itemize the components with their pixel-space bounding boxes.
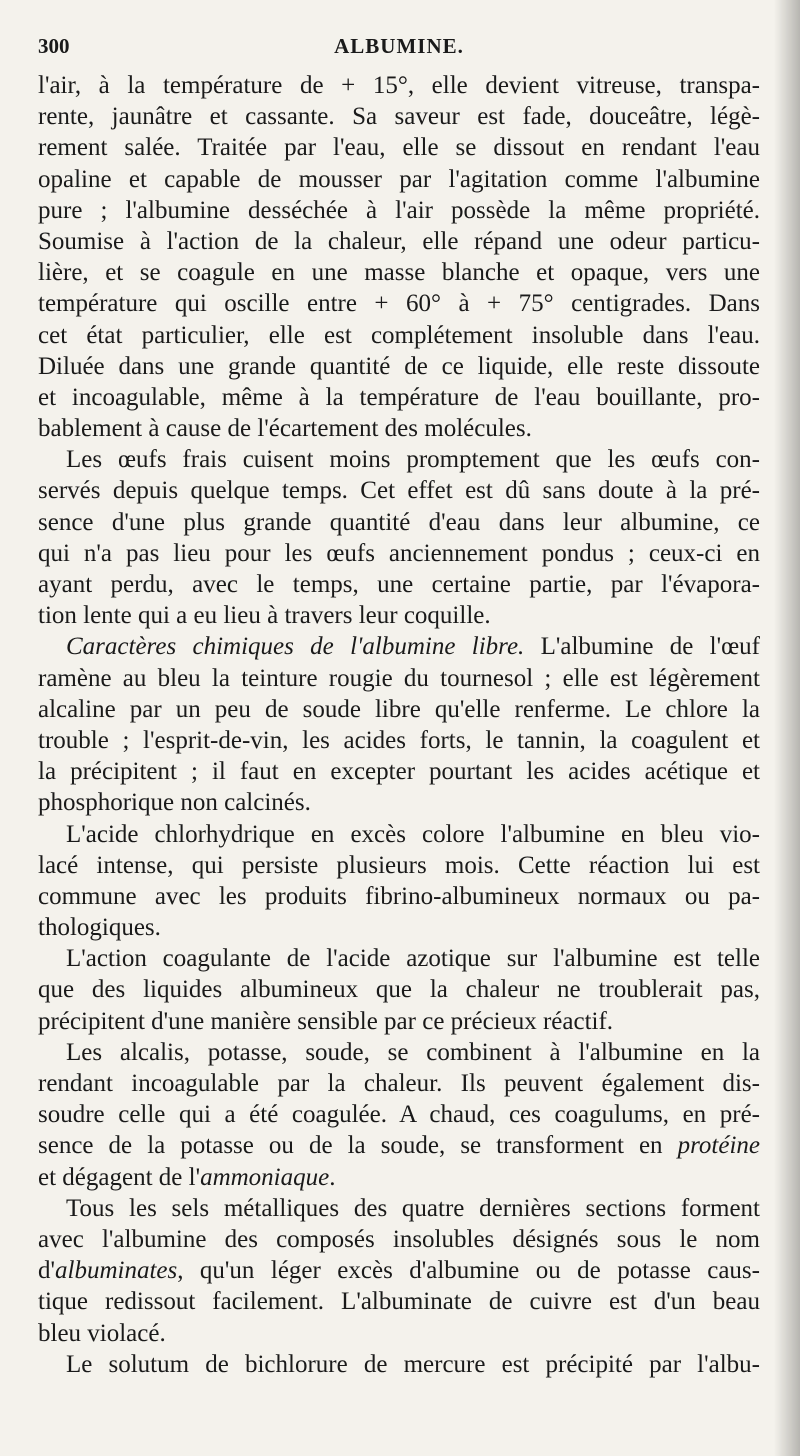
text-line xyxy=(38,257,760,288)
line-text: Soumise à l'action de la chaleur, elle répand une odeur particu- xyxy=(38,227,760,255)
line-text: tique redissout facilement. L'albuminate de cuivre est d'un beau xyxy=(38,1288,760,1316)
gutter-shadow xyxy=(774,0,800,1456)
line-text: ayant perdu, avec le temps, une certaine partie, par l'évapora- xyxy=(38,571,760,598)
line-text: servés depuis quelque temps. Cet effet est dû sans doute à la pré- xyxy=(38,477,760,505)
line-text: trouble ; l'esprit-de-vin, les acides forts, le tannin, la coagulent et xyxy=(38,726,760,754)
text-line xyxy=(38,569,760,600)
text-line xyxy=(38,600,760,631)
line-text: Les œufs frais cuisent moins promptement que les œufs con- xyxy=(66,446,760,474)
text-line xyxy=(38,725,760,756)
line-text: sence de la potasse ou de la soude, se transforment en xyxy=(38,1132,678,1160)
running-title: ALBUMINE. xyxy=(334,34,464,58)
line-text: , qu'un léger excès d'albumine ou de potasse caus- xyxy=(177,1257,760,1285)
line-text: sence d'une plus grande quantité d'eau dans leur albumine, ce xyxy=(38,508,760,536)
text-line xyxy=(38,351,760,382)
text-line xyxy=(38,974,760,1005)
text-line xyxy=(38,475,760,506)
page-header xyxy=(38,28,760,70)
text-line xyxy=(38,1318,760,1349)
text-line xyxy=(38,413,760,444)
line-text: et dégagent de l' xyxy=(38,1163,201,1191)
text-line xyxy=(38,507,760,538)
line-text: bablement à cause de l'écartement des molécules. xyxy=(38,415,532,443)
line-text: qui n'a pas lieu pour les œufs anciennement pondus ; ceux-ci en xyxy=(38,539,760,567)
line-text: L'albumine de l'œuf xyxy=(524,633,760,661)
line-text: Diluée dans une grande quantité de ce liquide, elle reste dissoute xyxy=(38,352,760,380)
text-line xyxy=(38,382,760,413)
text-line xyxy=(38,756,760,787)
line-text: Tous les sels métalliques des quatre dernières sections forment xyxy=(66,1194,760,1222)
text-line xyxy=(38,195,760,226)
text-line xyxy=(38,320,760,351)
line-text: commune avec les produits fibrino-albumineux normaux ou pa- xyxy=(38,882,760,910)
text-line xyxy=(38,226,760,257)
line-text: rendant incoagulable par la chaleur. Ils peuvent également dis- xyxy=(38,1070,760,1097)
line-text: lacé intense, qui persiste plusieurs mois. Cette réaction lui est xyxy=(38,851,760,879)
line-text: et incoagulable, même à la température de l'eau bouillante, pro- xyxy=(38,383,760,411)
text-line xyxy=(38,288,760,319)
line-text: Le solutum de bichlorure de mercure est précipité par l'albu- xyxy=(66,1350,760,1378)
line-text: thologiques. xyxy=(38,914,161,942)
line-text: rement salée. Traitée par l'eau, elle se dissout en rendant l'eau xyxy=(38,134,760,162)
line-text: . xyxy=(329,1163,336,1191)
text-line xyxy=(38,132,760,163)
text-line xyxy=(38,101,760,132)
line-text: phosphorique non calcinés. xyxy=(38,789,311,817)
text-line xyxy=(38,1037,760,1068)
line-text: précipitent d'une manière sensible par ce précieux réactif. xyxy=(38,1007,614,1035)
line-text: alcaline par un peu de soude libre qu'elle renferme. Le chlore la xyxy=(38,695,760,723)
text-line xyxy=(38,1193,760,1224)
text-line xyxy=(38,1349,760,1380)
text-line xyxy=(38,444,760,475)
text-line xyxy=(38,881,760,912)
text-line xyxy=(38,631,760,662)
line-text: l'air, à la température de + 15°, elle devient vitreuse, transpa- xyxy=(38,72,760,99)
text-line xyxy=(38,1224,760,1255)
line-text: température qui oscille entre + 60° à + 75° centigrades. Dans xyxy=(38,290,760,318)
line-text: rente, jaunâtre et cassante. Sa saveur est fade, douceâtre, légè- xyxy=(38,103,760,131)
text-line xyxy=(38,538,760,569)
text-line xyxy=(38,694,760,725)
line-text: tion lente qui a eu lieu à travers leur coquille. xyxy=(38,602,491,630)
line-text: Les alcalis, potasse, soude, se combinent à l'albumine en la xyxy=(66,1038,760,1066)
line-text: la précipitent ; il faut en excepter pourtant les acides acétique et xyxy=(38,758,760,786)
text-line xyxy=(38,819,760,850)
line-text: pure ; l'albumine desséchée à l'air possède la même propriété. xyxy=(38,196,760,224)
line-text: cet état particulier, elle est complétement insoluble dans l'eau. xyxy=(38,321,760,349)
line-text: que des liquides albumineux que la chaleur ne troublerait pas, xyxy=(38,976,760,1004)
line-text: ramène au bleu la teinture rougie du tournesol ; elle est légèrement xyxy=(38,664,760,692)
text-line xyxy=(38,912,760,943)
text-line xyxy=(38,1099,760,1130)
text-line xyxy=(38,1068,760,1099)
line-text: d' xyxy=(38,1257,56,1285)
line-text: opaline et capable de mousser par l'agitation comme l'albumine xyxy=(38,165,760,193)
text-line xyxy=(38,663,760,694)
line-text: lière, et se coagule en une masse blanche et opaque, vers une xyxy=(38,259,760,287)
line-text: L'action coagulante de l'acide azotique sur l'albumine est telle xyxy=(66,945,760,973)
text-line xyxy=(38,1255,760,1286)
text-line xyxy=(38,850,760,881)
text-line xyxy=(38,1162,760,1193)
page-number: 300 xyxy=(38,34,70,58)
line-text: avec l'albumine des composés insolubles désignés sous le nom xyxy=(38,1225,760,1253)
line-text: soudre celle qui a été coagulée. A chaud, ces coagulums, en pré- xyxy=(38,1101,760,1129)
italic-text: ammoniaque xyxy=(200,1163,330,1191)
text-line xyxy=(38,164,760,195)
text-line xyxy=(38,1130,760,1161)
text-line xyxy=(38,1286,760,1317)
text-line xyxy=(38,1006,760,1037)
text-line xyxy=(38,787,760,818)
italic-text: protéine xyxy=(677,1132,760,1160)
line-text: L'acide chlorhydrique en excès colore l'albumine en bleu vio- xyxy=(66,820,760,848)
text-line xyxy=(38,70,760,101)
line-text: bleu violacé. xyxy=(38,1319,166,1347)
text-line xyxy=(38,943,760,974)
italic-text: albuminates xyxy=(55,1257,178,1285)
page-body xyxy=(38,70,760,1380)
italic-text: Caractères chimiques de l'albumine libre. xyxy=(66,633,525,661)
